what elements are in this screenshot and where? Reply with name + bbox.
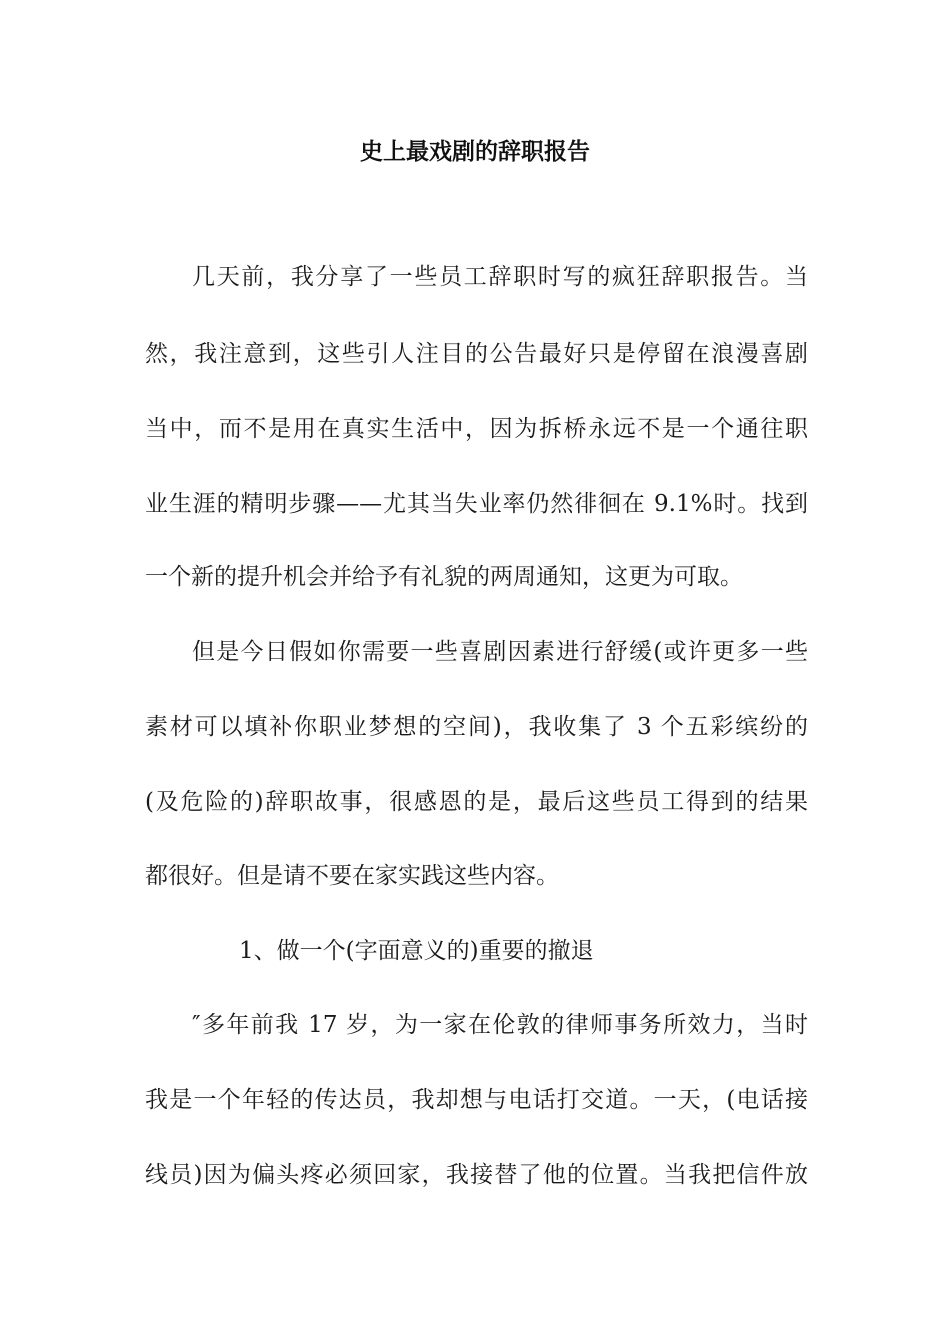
body-line: 我是一个年轻的传达员，我却想与电话打交道。一天，(电话接 <box>145 1087 808 1113</box>
body-line: 然，我注意到，这些引人注目的公告最好只是停留在浪漫喜剧 <box>145 341 808 367</box>
body-line: 线员)因为偏头疼必须回家，我接替了他的位置。当我把信件放 <box>145 1162 808 1188</box>
section-heading: 1、做一个(字面意义的)重要的撤退 <box>239 938 594 964</box>
body-line: 都很好。但是请不要在家实践这些内容。 <box>145 863 559 889</box>
body-line: 素材可以填补你职业梦想的空间)，我收集了 3 个五彩缤纷的 <box>145 714 808 740</box>
document-title: 史上最戏剧的辞职报告 <box>360 139 590 165</box>
body-line: 业生涯的精明步骤——尤其当失业率仍然徘徊在 9.1%时。找到 <box>145 491 808 517</box>
body-line: 几天前，我分享了一些员工辞职时写的疯狂辞职报告。当 <box>192 264 808 290</box>
body-line: 当中，而不是用在真实生活中，因为拆桥永远不是一个通往职 <box>145 416 808 442</box>
body-line: 但是今日假如你需要一些喜剧因素进行舒缓(或许更多一些 <box>192 639 808 665</box>
body-line: 一个新的提升机会并给予有礼貌的两周通知，这更为可取。 <box>145 564 743 590</box>
body-line: ″多年前我 17 岁，为一家在伦敦的律师事务所效力，当时 <box>192 1012 808 1038</box>
body-line: (及危险的)辞职故事，很感恩的是，最后这些员工得到的结果 <box>145 789 808 815</box>
